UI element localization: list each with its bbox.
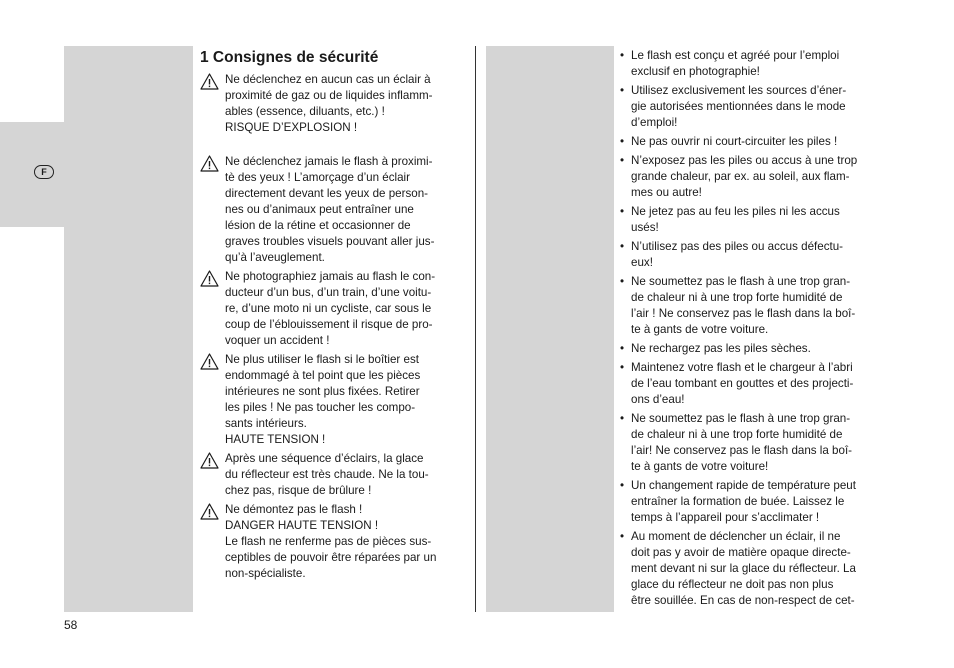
bullet-dot-icon: • (620, 49, 625, 62)
warning-text: Ne déclenchez jamais le flash à proximi- tè des yeux ! L’amorçage d’un éclair directement devant les yeux de person- nes ou d’animaux peut entraîner une lésion de la rétine et occasionner de graves troubles visuels pouvant aller jus- qu’à l’aveuglement. (225, 155, 435, 264)
bullet-text: Ne jetez pas au feu les piles ni les accus usés! (631, 205, 840, 234)
bullet-text: Au moment de déclencher un éclair, il ne doit pas y avoir de matière opaque directe- ment devant ni sur la glace du réflecteur. La glace du réflecteur ne doit pas non plus être souillée. En cas de non-respect de cet- (631, 530, 856, 607)
bullet-text: N’exposez pas les piles ou accus à une trop grande chaleur, par ex. au soleil, aux flam- mes ou autre! (631, 154, 858, 199)
page-number: 58 (64, 618, 78, 632)
left-margin-column (64, 46, 193, 612)
warning-triangle-icon (200, 269, 225, 287)
bullet-item (620, 134, 892, 150)
bullet-item (620, 153, 892, 201)
bullet-item (620, 83, 892, 131)
warning-triangle-icon (200, 502, 225, 520)
warning-item (200, 154, 470, 266)
warning-text: Après une séquence d’éclairs, la glace du réflecteur est très chaude. Ne la tou- chez pas, risque de brûlure ! (225, 452, 429, 497)
bullet-item (620, 529, 892, 609)
bullet-item (620, 478, 892, 526)
warning-triangle-icon (200, 72, 225, 90)
bullet-text: Utilisez exclusivement les sources d’éner- gie autorisées mentionnées dans le mode d’emploi! (631, 84, 847, 129)
bullet-dot-icon: • (620, 479, 625, 492)
bullet-item (620, 341, 892, 357)
language-tab-strip (0, 122, 64, 227)
safety-bullets-column (620, 48, 892, 612)
bullet-text: Ne soumettez pas le flash à une trop gran- de chaleur ni à une trop forte humidité de l’air ! Ne conservez pas le flash dans la boî- te à gants de votre voiture. (631, 275, 856, 336)
warning-text: Ne plus utiliser le flash si le boîtier est endommagé à tel point que les pièces intérieures ne sont plus fixées. Retirer les piles ! Ne pas toucher les compo- sants intérieurs. HAUTE TENSION ! (225, 353, 421, 446)
language-badge: F (34, 165, 54, 179)
bullet-text: Le flash est conçu et agréé pour l’emploi exclusif en photographie! (631, 49, 840, 78)
warning-triangle-icon (200, 352, 225, 370)
bullet-dot-icon: • (620, 240, 625, 253)
warning-triangle-icon (200, 451, 225, 469)
bullet-item (620, 48, 892, 80)
bullet-dot-icon: • (620, 154, 625, 167)
warning-item (200, 451, 470, 499)
warning-item (200, 72, 470, 136)
warning-item (200, 352, 470, 448)
bullet-dot-icon: • (620, 342, 625, 355)
bullet-dot-icon: • (620, 275, 625, 288)
warning-item (200, 502, 470, 582)
bullet-text: Un changement rapide de température peut entraîner la formation de buée. Laissez le temps à l’appareil pour s’acclimater ! (631, 479, 856, 524)
column-divider (475, 46, 476, 612)
bullet-item (620, 274, 892, 338)
bullet-dot-icon: • (620, 361, 625, 374)
bullet-dot-icon: • (620, 84, 625, 97)
warnings-list (200, 72, 470, 582)
warning-item (200, 269, 470, 349)
warning-text: Ne démontez pas le flash ! DANGER HAUTE TENSION ! Le flash ne renferme pas de pièces sus- ceptibles de pouvoir être réparées par un non-spécialiste. (225, 503, 437, 580)
right-margin-column (486, 46, 614, 612)
bullet-text: Maintenez votre flash et le chargeur à l’abri de l’eau tombant en gouttes et des projecti- ons d’eau! (631, 361, 854, 406)
bullet-dot-icon: • (620, 412, 625, 425)
bullet-text: Ne rechargez pas les piles sèches. (631, 342, 811, 355)
bullet-item (620, 239, 892, 271)
bullet-list (620, 48, 892, 609)
bullet-text: N’utilisez pas des piles ou accus défectu- eux! (631, 240, 844, 269)
warning-triangle-icon (200, 154, 225, 172)
bullet-item (620, 204, 892, 236)
warning-text: Ne déclenchez en aucun cas un éclair à proximité de gaz ou de liquides inflamm- ables (essence, diluants, etc.) ! RISQUE D’EXPLOSION ! (225, 73, 433, 134)
safety-warnings-column (200, 48, 470, 585)
bullet-item (620, 360, 892, 408)
warning-text: Ne photographiez jamais au flash le con- ducteur d’un bus, d’un train, d’une voitu- re, d’une moto ni un cycliste, car sous le coup de l’éblouissement il risque de pro- voquer un accident ! (225, 270, 436, 347)
bullet-dot-icon: • (620, 205, 625, 218)
bullet-dot-icon: • (620, 135, 625, 148)
bullet-text: Ne soumettez pas le flash à une trop gran- de chaleur ni à une trop forte humidité de l’air! Ne conservez pas le flash dans la boî- te à gants de votre voiture! (631, 412, 853, 473)
bullet-text: Ne pas ouvrir ni court-circuiter les piles ! (631, 135, 838, 148)
bullet-item (620, 411, 892, 475)
section-title: 1 Consignes de sécurité (200, 49, 379, 66)
bullet-dot-icon: • (620, 530, 625, 543)
